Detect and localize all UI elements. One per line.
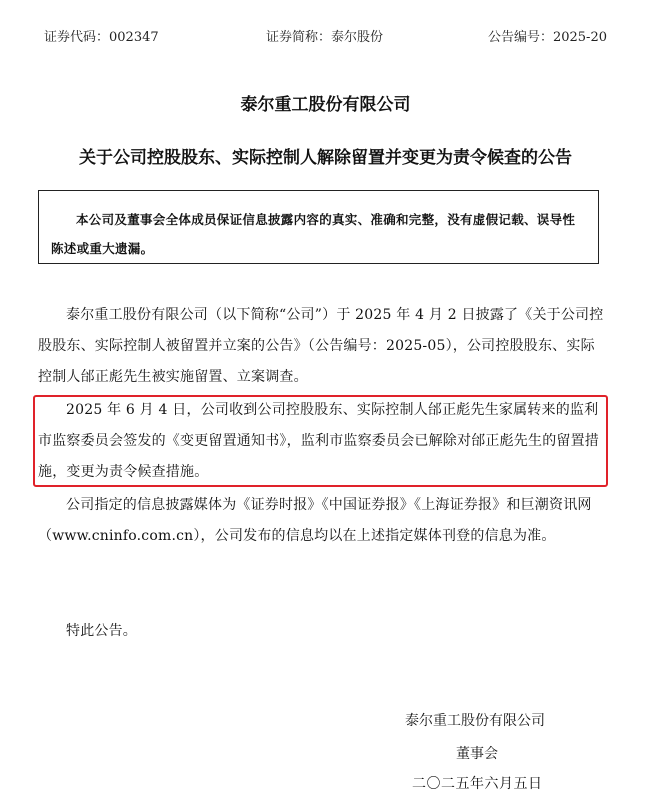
paragraph-closing: 特此公告。 [66,623,137,639]
board-statement-box: 本公司及董事会全体成员保证信息披露内容的真实、准确和完整，没有虚假记载、误导性陈述或重大遗漏。 [38,190,599,264]
signature-board: 董事会 [456,746,498,762]
highlight-box [33,395,608,487]
company-name: 泰尔重工股份有限公司 [240,95,411,115]
notice-number: 公告编号：2025-20 [487,30,607,45]
announcement-title: 关于公司控股股东、实际控制人解除留置并变更为责令候查的公告 [79,148,572,168]
stock-code: 证券代码：002347 [44,30,159,45]
signature-company: 泰尔重工股份有限公司 [405,713,545,729]
paragraph-release-notice: 2025 年 6 月 4 日，公司收到公司控股股东、实际控制人邰正彪先生家属转来的监利市监察委员会签发的《变更留置通知书》，监利市监察委员会已解除对邰正彪先生的留置措施，变更为责令候查措施。 [38,402,599,480]
document-header [44,26,607,46]
signature-date: 二〇二五年六月五日 [412,776,543,792]
paragraph-media: 公司指定的信息披露媒体为《证券时报》《中国证券报》《上海证券报》和巨潮资讯网（www.cninfo.com.cn），公司发布的信息均以在上述指定媒体刊登的信息为准。 [38,497,592,544]
stock-short-name: 证券简称：泰尔股份 [266,30,384,45]
paragraph-background: 泰尔重工股份有限公司（以下简称“公司”）于 2025 年 4 月 2 日披露了《关于公司控股股东、实际控制人被留置并立案的公告》（公告编号：2025-05），公司控股股东、实际控制人邰正彪先生被实施留置、立案调查。 [38,307,604,385]
